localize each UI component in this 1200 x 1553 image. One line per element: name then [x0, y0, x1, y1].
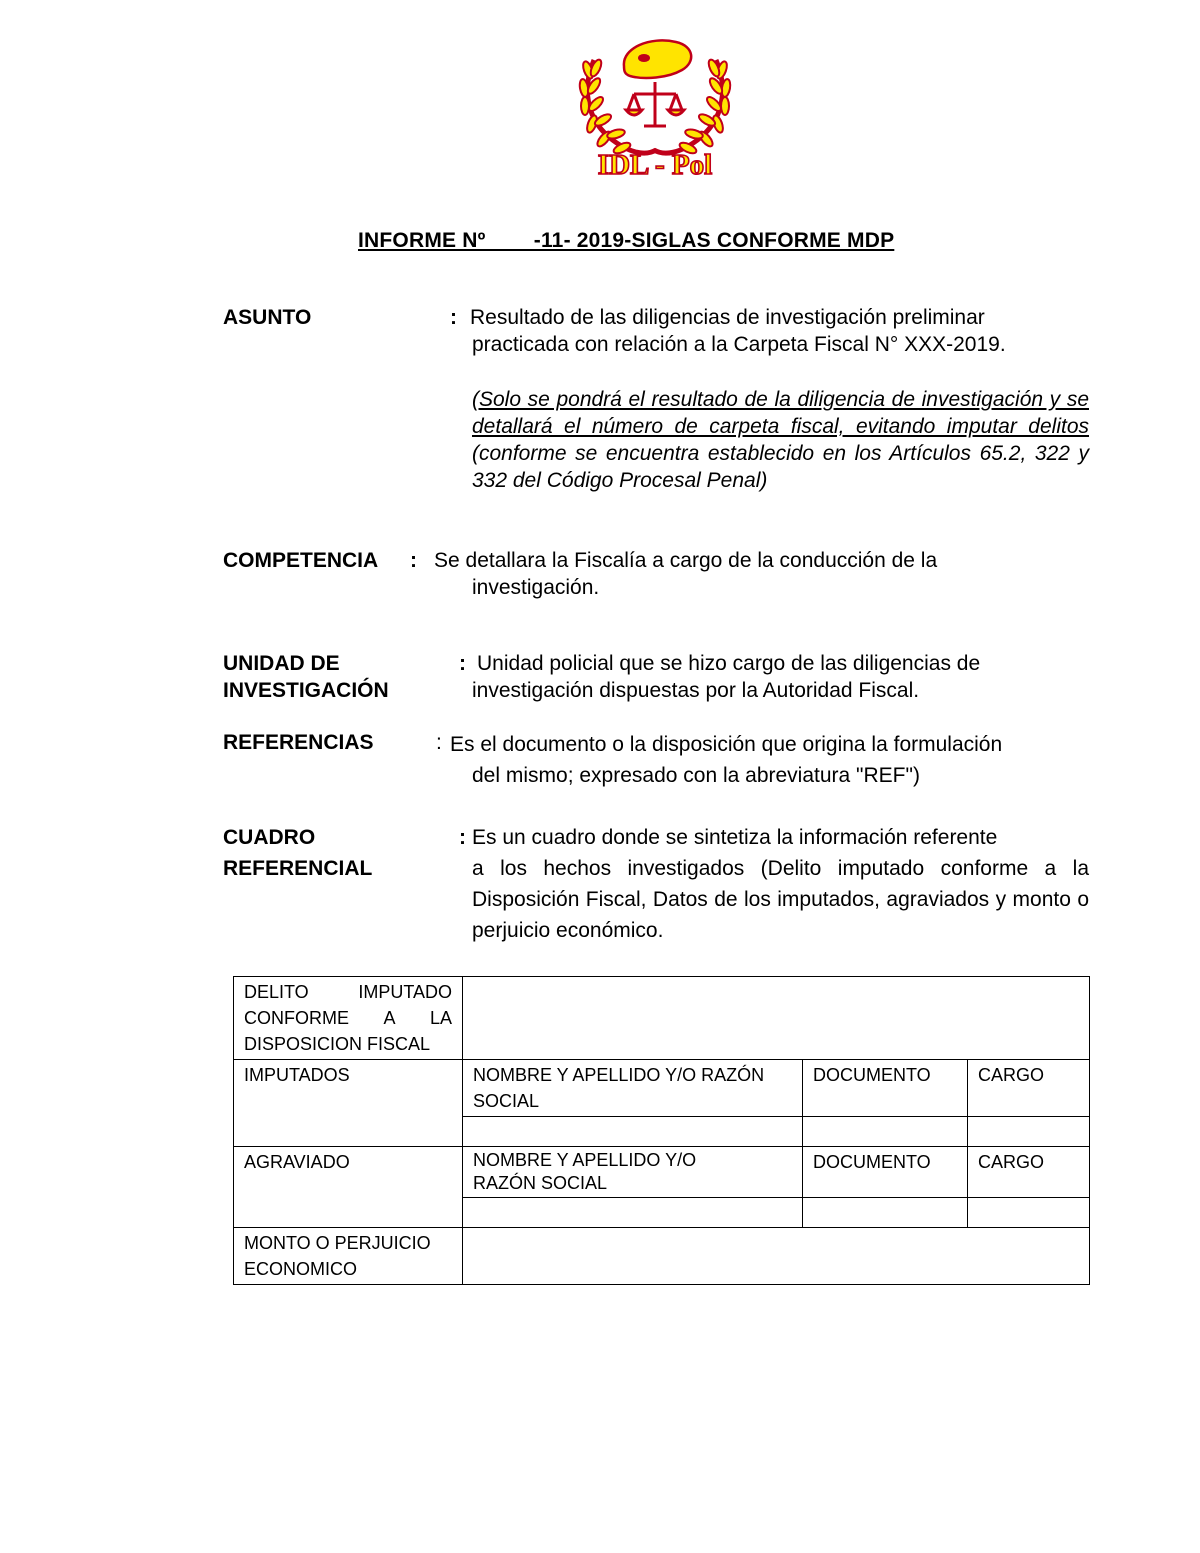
- scales-of-justice-icon: [626, 82, 684, 126]
- agraviado-nombre-line2: RAZÓN SOCIAL: [473, 1173, 608, 1193]
- agraviado-nombre-line1: NOMBRE Y APELLIDO Y/O: [473, 1150, 697, 1170]
- delito-value-cell[interactable]: [463, 977, 1090, 1060]
- agraviado-nombre-cell[interactable]: [463, 1198, 803, 1228]
- asunto-label: ASUNTO: [223, 306, 312, 329]
- monto-value-cell[interactable]: [463, 1228, 1090, 1285]
- asunto-text-first: Resultado de las diligencias de investigación preliminar: [470, 306, 985, 329]
- report-title: INFORME Nº -11- 2019-SIGLAS CONFORME MDP: [358, 229, 895, 252]
- referencias-colon: :: [436, 731, 442, 754]
- referencias-text-rest: del mismo; expresado con la abreviatura "REF"): [472, 764, 920, 787]
- cuadro-label-line2: REFERENCIAL: [223, 857, 373, 880]
- unidad-text: [434, 650, 1089, 704]
- cuadro-text-rest: a los hechos investigados (Delito imputado conforme a la Disposición Fiscal, Datos de los imputados, agraviados y monto o perjuicio económico.: [472, 857, 1089, 942]
- table-row-imputados-header: [234, 1060, 1090, 1117]
- unidad-label-line1: UNIDAD DE: [223, 652, 340, 675]
- delito-label: DELITO IMPUTADO CONFORME A LA: [244, 982, 452, 1028]
- asunto-text: [434, 304, 1089, 358]
- agraviado-cargo-header: CARGO: [968, 1147, 1090, 1198]
- imputados-nombre-header: NOMBRE Y APELLIDO Y/O RAZÓN SOCIAL: [463, 1060, 803, 1117]
- delito-label-cell: [234, 977, 463, 1060]
- asunto-note-rest: (conforme se encuentra establecido en los Artículos 65.2, 322 y 332 del Código Procesal Penal): [472, 442, 1089, 492]
- asunto-colon: :: [450, 306, 457, 329]
- asunto-note-underlined: (Solo se pondrá el resultado de la diligencia de investigación y se detallará el número de carpeta fiscal, evitando imputar delitos: [472, 388, 1089, 438]
- imputados-documento-cell[interactable]: [803, 1117, 968, 1147]
- unidad-text-first: Unidad policial que se hizo cargo de las diligencias de: [477, 652, 981, 675]
- imputados-nombre-cell[interactable]: [463, 1117, 803, 1147]
- competencia-text-first: Se detallara la Fiscalía a cargo de la conducción de la: [434, 549, 938, 572]
- imputados-cargo-header: CARGO: [968, 1060, 1090, 1117]
- idl-pol-logo: [572, 38, 738, 183]
- beret-icon: [624, 40, 691, 78]
- competencia-colon: :: [410, 549, 417, 572]
- competencia-text: [434, 547, 1089, 601]
- competencia-label: COMPETENCIA: [223, 549, 379, 572]
- cuadro-text-first: Es un cuadro donde se sintetiza la información referente: [472, 826, 998, 849]
- agraviado-documento-header: DOCUMENTO: [803, 1147, 968, 1198]
- cuadro-referencial-table: [233, 976, 1090, 1285]
- cuadro-label: [223, 822, 372, 884]
- agraviado-documento-cell[interactable]: [803, 1198, 968, 1228]
- competencia-text-rest: investigación.: [472, 576, 600, 599]
- delito-label-last: DISPOSICION FISCAL: [244, 1034, 431, 1054]
- unidad-label: [223, 650, 389, 704]
- agraviado-nombre-header: [463, 1147, 803, 1198]
- imputados-cargo-cell[interactable]: [968, 1117, 1090, 1147]
- asunto-text-rest: practicada con relación a la Carpeta Fiscal N° XXX-2019.: [472, 333, 1006, 356]
- imputados-label-cell: IMPUTADOS: [234, 1060, 463, 1147]
- monto-label-cell: MONTO O PERJUICIO ECONOMICO: [234, 1228, 463, 1285]
- unidad-text-rest: investigación dispuestas por la Autoridad Fiscal.: [472, 679, 920, 702]
- agraviado-cargo-cell[interactable]: [968, 1198, 1090, 1228]
- imputados-documento-header: DOCUMENTO: [803, 1060, 968, 1117]
- referencias-label: REFERENCIAS: [223, 731, 374, 754]
- cuadro-label-line1: CUADRO: [223, 826, 316, 849]
- cuadro-colon: :: [459, 826, 466, 849]
- asunto-note: [472, 386, 1089, 494]
- logo-text: IDL - Pol: [597, 149, 713, 181]
- table-row-monto: [234, 1228, 1090, 1285]
- cuadro-text: [434, 822, 1089, 946]
- agraviado-label-cell: AGRAVIADO: [234, 1147, 463, 1228]
- table-row-agraviado-header: [234, 1147, 1090, 1198]
- unidad-colon: :: [459, 652, 466, 675]
- referencias-text-first: Es el documento o la disposición que origina la formulación: [450, 733, 1003, 756]
- unidad-label-line2: INVESTIGACIÓN: [223, 679, 389, 702]
- referencias-text: [434, 729, 1089, 791]
- table-row-delito: [234, 977, 1090, 1060]
